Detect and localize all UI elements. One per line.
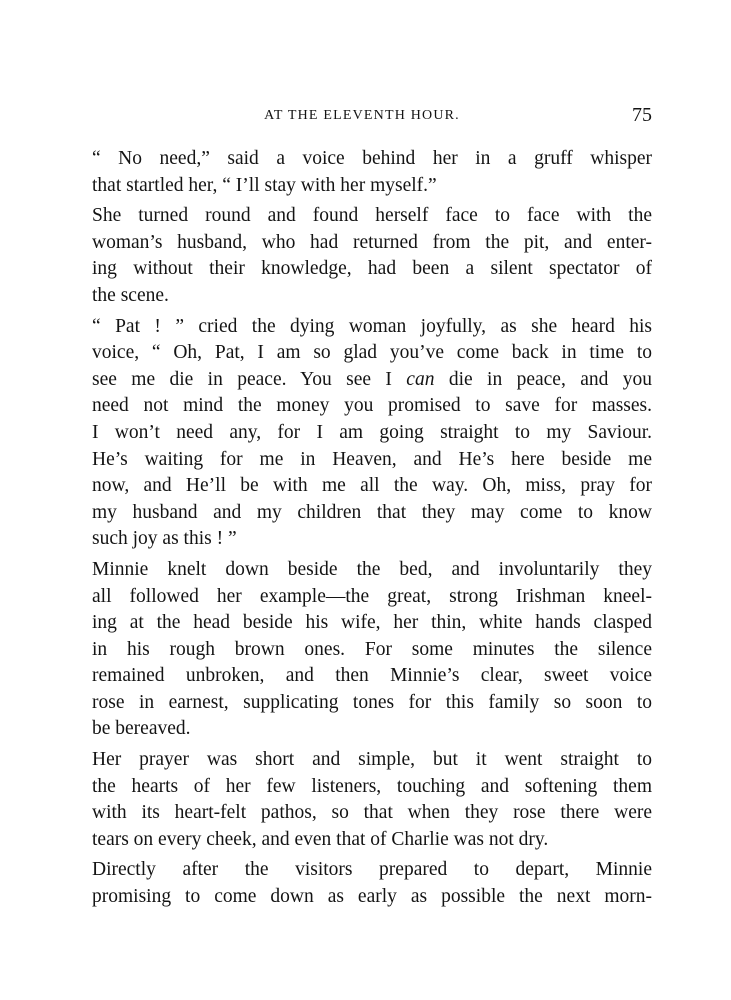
paragraph: [92, 857, 652, 910]
text-line: He’s waiting for me in Heaven, and He’s here beside me: [92, 448, 652, 470]
text-line: Directly after the visitors prepared to depart, Minnie: [92, 859, 652, 881]
running-head: [92, 104, 652, 132]
paragraph: [92, 203, 652, 309]
text-line: Minnie knelt down beside the bed, and involuntarily they: [92, 558, 652, 580]
text-line: my husband and my children that they may come to know: [92, 501, 652, 523]
paragraph: [92, 557, 652, 743]
text-segment: see me die in peace. You see I: [92, 368, 407, 390]
page-number: 75: [632, 104, 652, 126]
text-line: I won’t need any, for I am going straight to my Saviour.: [92, 421, 652, 443]
text-line: tears on every cheek, and even that of Charlie was not dry.: [92, 828, 549, 850]
text-line: be bereaved.: [92, 718, 191, 740]
text-line: “ Pat ! ” cried the dying woman joyfully, as she heard his: [92, 315, 652, 337]
emphasized-word: can: [406, 368, 435, 390]
text-line: Her prayer was short and simple, but it went straight to: [92, 749, 652, 771]
text-line: ing without their knowledge, had been a silent spectator of: [92, 258, 652, 280]
text-line: the scene.: [92, 284, 169, 306]
text-line: need not mind the money you promised to save for masses.: [92, 395, 652, 417]
text-line: voice, “ Oh, Pat, I am so glad you’ve come back in time to: [92, 342, 652, 364]
body-text: [92, 146, 652, 911]
text-segment: die in peace, and you: [434, 368, 652, 390]
paragraph: [92, 146, 652, 199]
text-line: all followed her example—the great, strong Irishman kneel-: [92, 585, 652, 607]
text-line: with its heart-felt pathos, so that when they rose there were: [92, 802, 652, 824]
text-line: [92, 367, 652, 394]
text-line: that startled her, “ I’ll stay with her myself.”: [92, 174, 437, 196]
text-line: She turned round and found herself face to face with the: [92, 205, 652, 227]
text-line: the hearts of her few listeners, touching and softening them: [92, 775, 652, 797]
text-line: now, and He’ll be with me all the way. Oh, miss, pray for: [92, 475, 652, 497]
text-line: in his rough brown ones. For some minutes the silence: [92, 638, 652, 660]
paragraph: [92, 747, 652, 853]
paragraph: [92, 314, 652, 553]
text-line: ing at the head beside his wife, her thin, white hands clasped: [92, 612, 652, 634]
text-line: remained unbroken, and then Minnie’s clear, sweet voice: [92, 665, 652, 687]
text-line: such joy as this ! ”: [92, 528, 237, 550]
text-line: rose in earnest, supplicating tones for this family so soon to: [92, 691, 652, 713]
text-line: “ No need,” said a voice behind her in a gruff whisper: [92, 148, 652, 169]
text-line: woman’s husband, who had returned from the pit, and enter-: [92, 231, 652, 253]
text-line: promising to come down as early as possible the next morn-: [92, 886, 652, 908]
running-title: AT THE ELEVENTH HOUR.: [264, 108, 460, 123]
